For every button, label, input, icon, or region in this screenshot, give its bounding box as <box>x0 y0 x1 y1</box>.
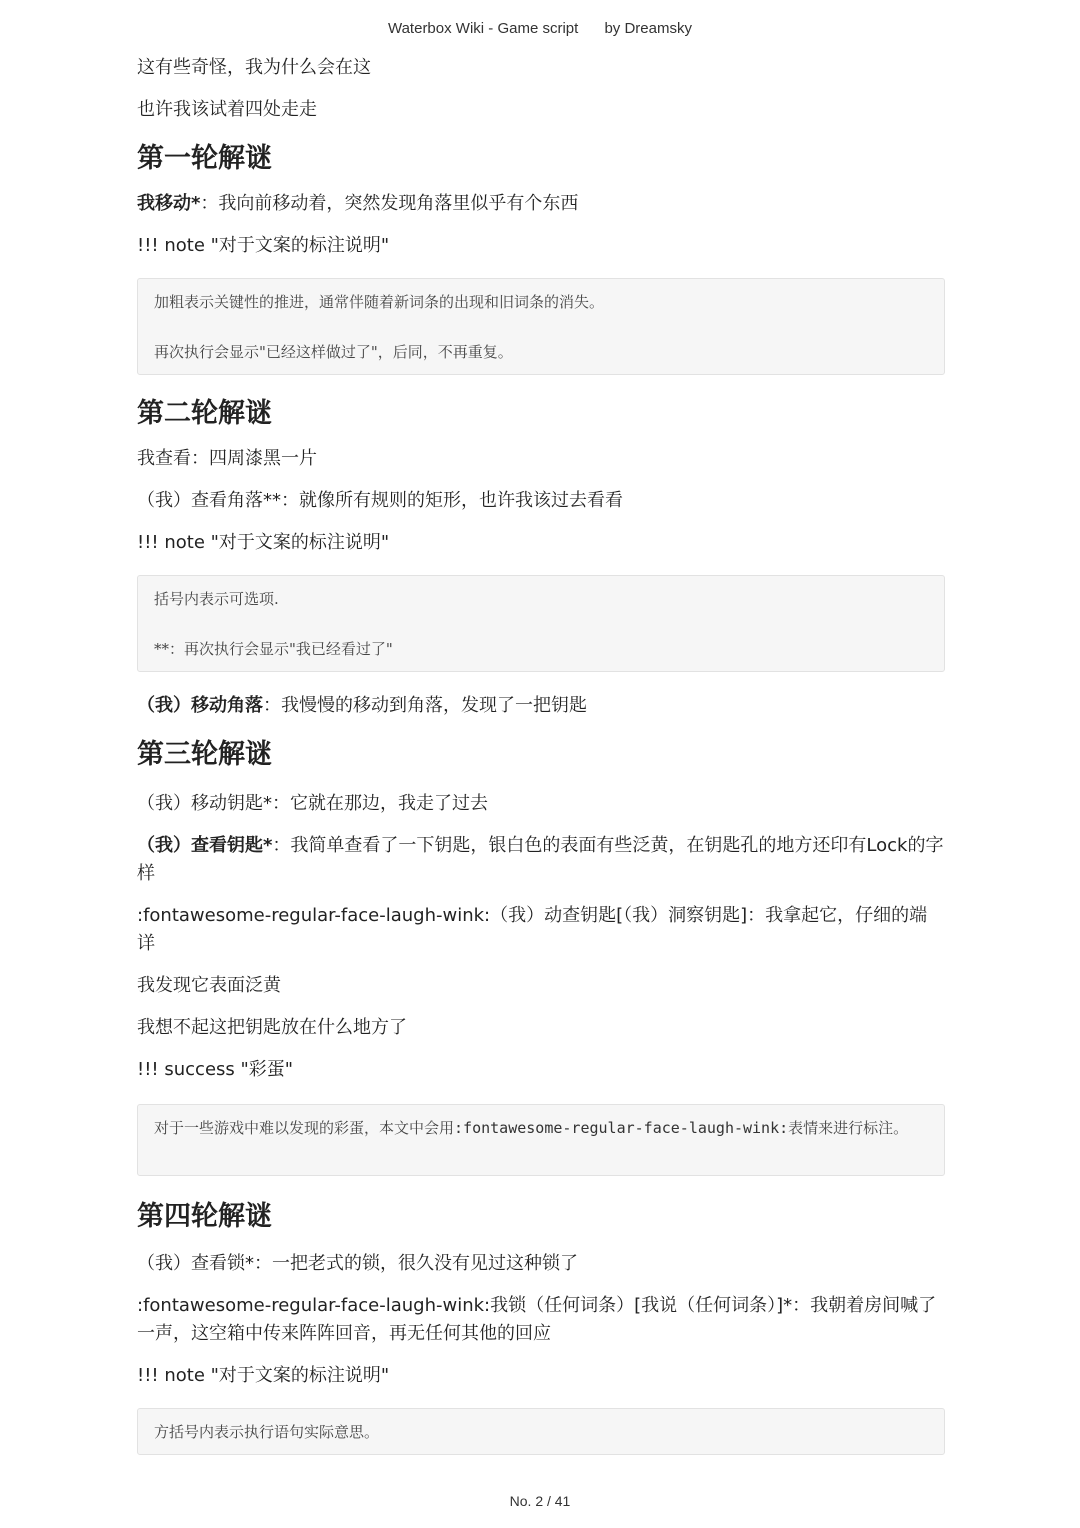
section3-line-3: :fontawesome-regular-face-laugh-wink:（我）动查钥匙[（我）洞察钥匙]：我拿起它，仔细的端详 <box>137 905 928 954</box>
section3-code-block <box>137 1104 945 1176</box>
page-header <box>0 20 1080 37</box>
section2-code-line-2: **：再次执行会显示"我已经看过了" <box>154 640 393 658</box>
section3-line-4: 我发现它表面泛黄 <box>137 975 281 996</box>
section3-code-pre: 对于一些游戏中难以发现的彩蛋，本文中会用 <box>154 1119 455 1137</box>
section2-line-2: （我）查看角落**：就像所有规则的矩形，也许我该过去看看 <box>137 490 623 511</box>
section1-item-text: ：我向前移动着，突然发现角落里似乎有个东西 <box>200 193 579 214</box>
section4-code-block <box>137 1408 945 1455</box>
section-heading-2: 第二轮解谜 <box>137 398 272 429</box>
section2-code-block <box>137 575 945 672</box>
section-heading-4: 第四轮解谜 <box>137 1201 272 1232</box>
section3-success: !!! success "彩蛋" <box>137 1059 294 1080</box>
section4-code-line-1: 方括号内表示执行语句实际意思。 <box>154 1423 380 1441</box>
section1-code-line-1: 加粗表示关键性的推进，通常伴随着新词条的出现和旧词条的消失。 <box>154 293 605 311</box>
section4-note: !!! note "对于文案的标注说明" <box>137 1365 390 1386</box>
page-number: No. 2 / 41 <box>509 1493 571 1509</box>
header-title: Waterbox Wiki - Game script <box>387 20 579 37</box>
document-body <box>137 52 945 1455</box>
section2-line-1: 我查看：四周漆黑一片 <box>137 448 317 469</box>
section-heading-1: 第一轮解谜 <box>137 143 272 174</box>
section1-item <box>137 190 945 218</box>
section3-item-text: ：我简单查看了一下钥匙，银白色的表面有些泛黄，在钥匙孔的地方还印有Lock的字样 <box>137 835 944 884</box>
section2-note: !!! note "对于文案的标注说明" <box>137 532 390 553</box>
section1-note: !!! note "对于文案的标注说明" <box>137 235 390 256</box>
section3-code-post: 表情来进行标注。 <box>788 1119 909 1137</box>
section3-code-mono: :fontawesome-regular-face-laugh-wink: <box>454 1119 789 1137</box>
section3-item-bold: （我）查看钥匙* <box>137 835 273 856</box>
section2-item-bold: （我）移动角落 <box>137 695 263 716</box>
section1-code-line-2: 再次执行会显示"已经这样做过了"，后同，不再重复。 <box>154 343 513 361</box>
section4-line-1: （我）查看锁*：一把老式的锁，很久没有见过这种锁了 <box>137 1253 578 1274</box>
intro-line-2: 也许我该试着四处走走 <box>137 99 317 120</box>
section3-line-5: 我想不起这把钥匙放在什么地方了 <box>137 1017 407 1038</box>
section4-line-2: :fontawesome-regular-face-laugh-wink:我锁（任何词条）[我说（任何词条）]*：我朝着房间喊了一声，这空箱中传来阵阵回音，再无任何其他的回应 <box>137 1295 937 1344</box>
section3-item <box>137 832 945 888</box>
section1-code-block <box>137 278 945 375</box>
section-heading-3: 第三轮解谜 <box>137 739 272 770</box>
section3-line-1: （我）移动钥匙*：它就在那边，我走了过去 <box>137 793 488 814</box>
header-author: by Dreamsky <box>604 20 692 37</box>
section2-item-text: ：我慢慢的移动到角落，发现了一把钥匙 <box>263 695 587 716</box>
section2-code-line-1: 括号内表示可选项. <box>154 590 279 608</box>
section1-item-bold: 我移动* <box>137 193 201 214</box>
intro-line-1: 这有些奇怪，我为什么会在这 <box>137 57 371 78</box>
section2-item <box>137 692 945 720</box>
